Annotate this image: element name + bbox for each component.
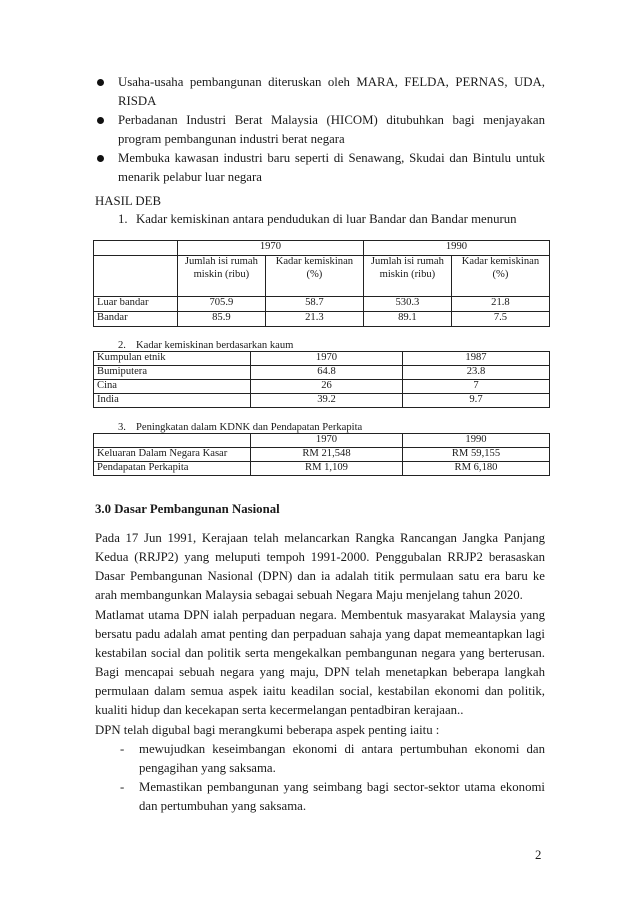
section-3-caption: 3. Peningkatan dalam KDNK dan Pendapatan Perkapita [118, 422, 363, 433]
item-text: Kadar kemiskinan antara pendudukan di luar Bandar dan Bandar menurun [136, 212, 517, 226]
dash-marker: - [120, 780, 125, 794]
table-row: Bumiputera 64.8 23.8 [94, 366, 550, 380]
page-number: 2 [535, 848, 542, 862]
bullet-dot-icon [97, 155, 104, 162]
table-row: Luar bandar 705.9 58.7 530.3 21.8 [94, 297, 550, 312]
dash-marker: - [120, 742, 125, 756]
table-cell [94, 241, 178, 256]
table-row: Keluaran Dalam Negara Kasar RM 21,548 RM 59,155 [94, 448, 550, 462]
poverty-table-urban-rural [93, 240, 550, 327]
paragraph-intro: DPN telah digubal bagi merangkumi beberapa aspek penting iaitu : [95, 723, 440, 737]
bullet-item: Membuka kawasan industri baru seperti di Senawang, Skudai dan Bintulu untuk menarik pelabur luar negara [95, 149, 545, 187]
table-header-jumlah: Jumlah isi rumah miskin (ribu) [177, 256, 265, 297]
table-header-jumlah: Jumlah isi rumah miskin (ribu) [363, 256, 451, 297]
bullet-dot-icon [97, 117, 104, 124]
table-header-kadar: Kadar kemiskinan (%) [451, 256, 549, 297]
bullet-item: Usaha-usaha pembangunan diteruskan oleh MARA, FELDA, PERNAS, UDA, RISDA [95, 73, 545, 111]
bullet-list [95, 73, 545, 187]
table-header-row: Kumpulan etnik 1970 1987 [94, 352, 550, 366]
paragraph-2: Matlamat utama DPN ialah perpaduan negara. Membentuk masyarakat Malaysia yang bersatu padu adalah amat penting dan perpaduan sahaja yang dapat memeantapkan lagi kestabilan social dan politik serta mengekalkan pembangunan negara yang berterusan. Bagi mencapai sebuah negara yang maju, DPN telah menetapkan beberapa langkah permulaan dalam semua aspek iaitu keadilan social, kestabilan ekonomi dan politik, kualiti hidup dan kecekapan serta kecermelangan pentadbiran kerajaan.. [95, 608, 545, 717]
dash-list-item: - Memastikan pembangunan yang seimbang bagi sector-sektor utama ekonomi dan pertumbuhan yang saksama. [120, 780, 545, 813]
section-heading: 3.0 Dasar Pembangunan Nasional [95, 502, 280, 516]
bullet-item: Perbadanan Industri Berat Malaysia (HICOM) ditubuhkan bagi menjayakan program pembangunan industri berat negara [95, 111, 545, 149]
paragraph-1: Pada 17 Jun 1991, Kerajaan telah melancarkan Rangka Rancangan Jangka Panjang Kedua (RRJP2) yang meluputi tempoh 1991-2000. Penggubalan RRJP2 berasaskan Dasar Pembangunan Nasional (DPN) dan ia adalah titik permulaan satu era baru ke arah membangunkan Malaysia sebagai sebuah Negara Maju menjelang tahun 2020. [95, 531, 545, 602]
table-row: Pendapatan Perkapita RM 1,109 RM 6,180 [94, 462, 550, 476]
poverty-by-ethnicity-table [93, 351, 550, 408]
bullet-dot-icon [97, 79, 104, 86]
table-header-kadar: Kadar kemiskinan (%) [265, 256, 363, 297]
table-cell [94, 256, 178, 297]
gdp-income-table [93, 433, 550, 476]
dash-list-item: - mewujudkan keseimbangan ekonomi di antara pertumbuhan ekonomi dan pengagihan yang saksama. [120, 742, 545, 775]
section-2-caption: 2. Kadar kemiskinan berdasarkan kaum [118, 340, 294, 351]
table-header-1990: 1990 [363, 241, 549, 256]
hasil-deb-title: HASIL DEB [95, 194, 161, 208]
hasil-item-1 [118, 210, 517, 229]
table-row: India 39.2 9.7 [94, 394, 550, 408]
item-number: 1. [118, 212, 128, 226]
paragraph-3 [95, 721, 545, 816]
table-row: Bandar 85.9 21.3 89.1 7.5 [94, 312, 550, 327]
table-row: Cina 26 7 [94, 380, 550, 394]
table-header-1970: 1970 [177, 241, 363, 256]
table-header-row: 1970 1990 [94, 434, 550, 448]
